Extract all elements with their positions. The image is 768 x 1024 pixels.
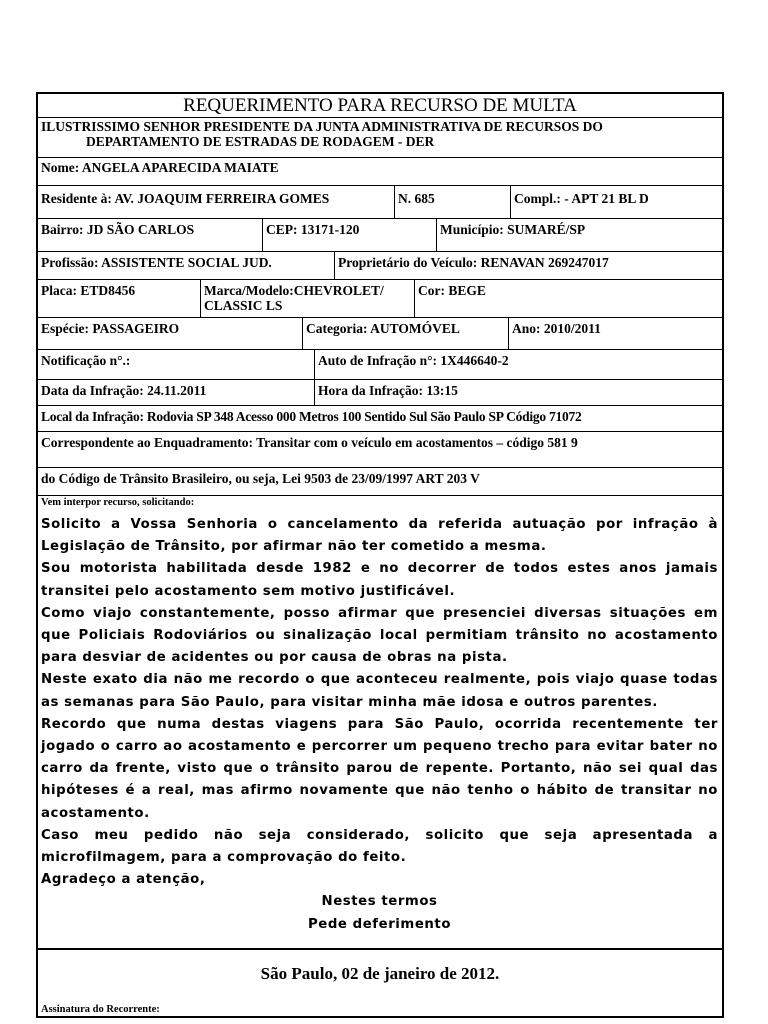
appeal-form — [36, 92, 724, 1018]
color-field: Cor: BEGE — [414, 280, 722, 317]
form-title: REQUERIMENTO PARA RECURSO DE MULTA — [183, 95, 577, 116]
infraction-date-row — [38, 380, 722, 406]
address-field: Residente à: AV. JOAQUIM FERREIRA GOMES — [41, 191, 330, 206]
paragraph-7: Agradeço a atenção, — [41, 872, 206, 888]
notification-field: Notificação n°.: — [41, 353, 131, 368]
signature-divider — [38, 948, 722, 950]
city-field: Município: SUMARÉ/SP — [436, 219, 722, 251]
address-row — [38, 186, 722, 219]
framework-row — [38, 432, 722, 468]
signature-label: Assinatura do Recorrente: — [41, 1004, 160, 1015]
make-model-line-1: Marca/Modelo:CHEVROLET/ — [204, 283, 384, 298]
make-model-line-2: CLASSIC LS — [204, 298, 283, 313]
species-field: Espécie: PASSAGEIRO — [41, 321, 180, 336]
paragraph-5: Recordo que numa destas viagens para São Paulo, ocorrida recentemente ter jogado o carro ao acostamento e percorrer um pequeno trecho para evitar bater no carro da frente, visto que o trânsito parou de repente. Portanto, não sei qual das hipóteses é a real, mas afirmo novamente que não tenho o hábito de transitar no acostamento. — [41, 716, 718, 821]
paragraph-2: Sou motorista habilitada desde 1982 e no decorrer de todos estes anos jamais transitei pelo acostamento sem motivo justificável. — [41, 561, 718, 599]
date-line: São Paulo, 02 de janeiro de 2012. — [260, 964, 500, 983]
traffic-code-field: do Código de Trânsito Brasileiro, ou seja, Lei 9503 de 23/09/1997 ART 203 V — [41, 471, 480, 486]
addressee — [38, 118, 722, 157]
number-field: N. 685 — [394, 186, 510, 218]
infraction-time-field: Hora da Infração: 13:15 — [314, 380, 722, 405]
closing-line-2: Pede deferimento — [307, 916, 451, 932]
addressee-line-2: DEPARTAMENTO DE ESTRADAS DE RODAGEM - DER — [86, 134, 435, 149]
profession-row — [38, 252, 722, 280]
vehicle-row — [38, 280, 722, 318]
paragraph-1: Solicito a Vossa Senhoria o cancelamento da referida autuação por infração à Legislação de Trânsito, por afirmar não ter cometido a mesma. — [41, 517, 718, 555]
name-row — [38, 158, 722, 186]
complement-field: Compl.: - APT 21 BL D — [510, 186, 722, 218]
district-field: Bairro: JD SÃO CARLOS — [41, 222, 195, 237]
paragraph-3: Como viajo constantemente, posso afirmar que presenciei diversas situações em que Policiais Rodoviários ou sinalização local permitiam trânsito no acostamento para desviar de acidentes ou por causa de obras na pista. — [41, 605, 718, 666]
framework-field: Correspondente ao Enquadramento: Transitar com o veículo em acostamentos – código 581 9 — [41, 435, 578, 450]
profession-field: Profissão: ASSISTENTE SOCIAL JUD. — [41, 255, 272, 270]
location-row — [38, 406, 722, 432]
paragraph-4: Neste exato dia não me recordo o que aconteceu realmente, pois viajo quase todas as semanas para São Paulo, para visitar minha mãe idosa e outros parentes. — [41, 672, 718, 710]
name-field: Nome: ANGELA APARECIDA MAIATE — [41, 160, 279, 175]
request-label: Vem interpor recurso, solicitando: — [41, 497, 195, 508]
district-row — [38, 219, 722, 252]
category-field: Categoria: AUTOMÓVEL — [302, 318, 508, 349]
traffic-code-row — [38, 468, 722, 496]
title-row — [38, 94, 722, 118]
infraction-notice-field: Auto de Infração n°: 1X446640-2 — [314, 350, 722, 379]
location-field: Local da Infração: Rodovia SP 348 Acesso 000 Metros 100 Sentido Sul São Paulo SP Código 71072 — [41, 409, 582, 424]
year-field: Ano: 2010/2011 — [508, 318, 722, 349]
closing-line-1: Nestes termos — [321, 894, 438, 910]
header-row — [38, 118, 722, 158]
plate-field: Placa: ETD8456 — [41, 283, 136, 298]
request-label-row — [38, 496, 722, 512]
make-model-field — [200, 280, 414, 317]
owner-field: Proprietário do Veículo: RENAVAN 269247017 — [334, 252, 722, 279]
species-row — [38, 318, 722, 350]
zip-field: CEP: 13171-120 — [262, 219, 436, 251]
paragraph-6: Caso meu pedido não seja considerado, solicito que seja apresentada a microfilmagem, para a comprovação do feito. — [41, 827, 718, 866]
appeal-body — [41, 514, 718, 936]
notification-row — [38, 350, 722, 380]
addressee-line-1: ILUSTRISSIMO SENHOR PRESIDENTE DA JUNTA ADMINISTRATIVA DE RECURSOS DO — [41, 119, 603, 134]
infraction-date-field: Data da Infração: 24.11.2011 — [41, 383, 207, 398]
